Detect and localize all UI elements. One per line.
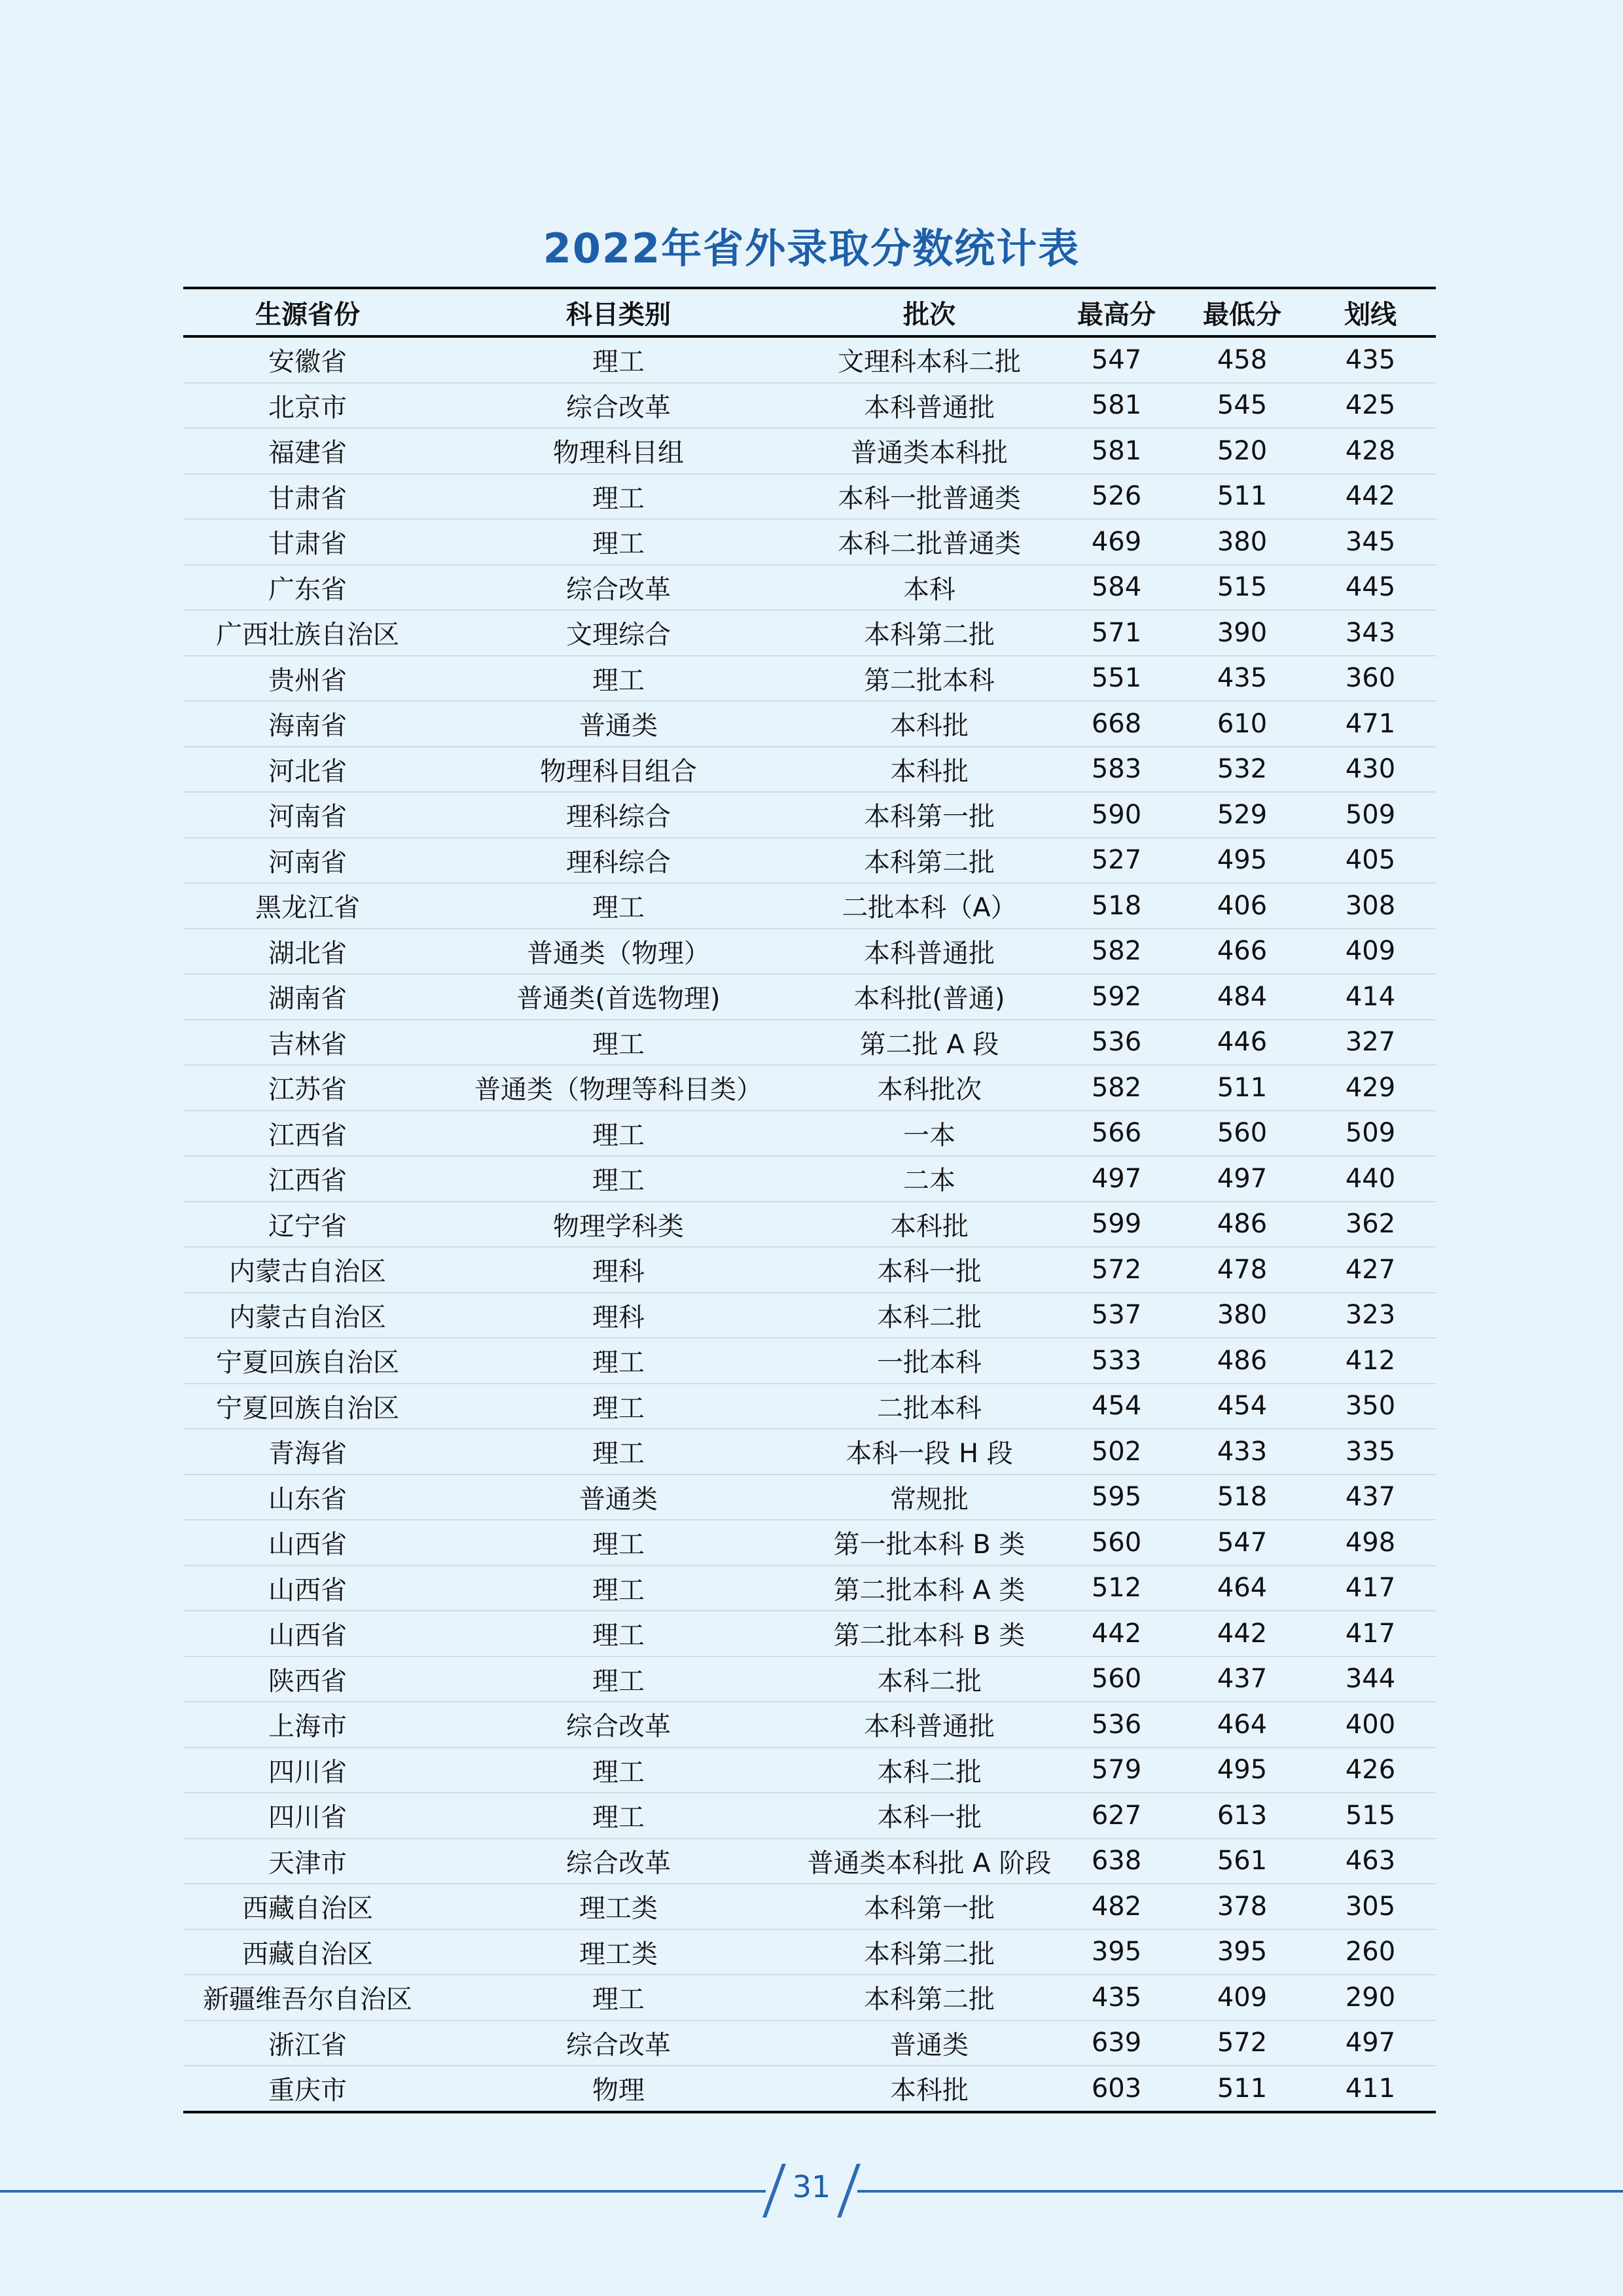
cell-min-score: 495	[1179, 838, 1305, 884]
cell-province: 陕西省	[183, 1657, 432, 1702]
cell-cutoff-line: 429	[1305, 1065, 1436, 1111]
cell-subject: 理工	[432, 1384, 805, 1429]
cell-cutoff-line: 426	[1305, 1748, 1436, 1793]
table-row	[183, 747, 1436, 793]
table-row	[183, 974, 1436, 1020]
cell-min-score: 545	[1179, 383, 1305, 429]
cell-cutoff-line: 498	[1305, 1520, 1436, 1566]
cell-subject: 综合改革	[432, 1839, 805, 1884]
cell-min-score: 380	[1179, 1293, 1305, 1338]
cell-batch: 一批本科	[805, 1338, 1054, 1384]
cell-batch: 本科批(普通)	[805, 974, 1054, 1020]
table-row	[183, 519, 1436, 565]
cell-max-score: 551	[1054, 656, 1179, 702]
cell-min-score: 518	[1179, 1475, 1305, 1520]
cell-cutoff-line: 435	[1305, 336, 1436, 383]
cell-province: 甘肃省	[183, 474, 432, 520]
table-row	[183, 2066, 1436, 2112]
cell-max-score: 638	[1054, 1839, 1179, 1884]
cell-max-score: 560	[1054, 1520, 1179, 1566]
cell-cutoff-line: 360	[1305, 656, 1436, 702]
cell-subject: 理工	[432, 1111, 805, 1157]
header-min-score: 最低分	[1179, 288, 1305, 336]
cell-min-score: 458	[1179, 336, 1305, 383]
cell-province: 贵州省	[183, 656, 432, 702]
cell-max-score: 581	[1054, 428, 1179, 474]
cell-min-score: 486	[1179, 1338, 1305, 1384]
cell-cutoff-line: 497	[1305, 2020, 1436, 2066]
cell-province: 河南省	[183, 792, 432, 838]
cell-min-score: 435	[1179, 656, 1305, 702]
cell-batch: 第二批本科 B 类	[805, 1611, 1054, 1657]
cell-min-score: 511	[1179, 1065, 1305, 1111]
cell-batch: 本科二批	[805, 1293, 1054, 1338]
table-row	[183, 1839, 1436, 1884]
cell-province: 江西省	[183, 1111, 432, 1157]
cell-subject: 综合改革	[432, 383, 805, 429]
table-row	[183, 2020, 1436, 2066]
cell-min-score: 532	[1179, 747, 1305, 793]
cell-subject: 理工类	[432, 1884, 805, 1929]
cell-batch: 一本	[805, 1111, 1054, 1157]
cell-min-score: 547	[1179, 1520, 1305, 1566]
cell-province: 湖北省	[183, 929, 432, 975]
cell-cutoff-line: 417	[1305, 1611, 1436, 1657]
cell-min-score: 529	[1179, 792, 1305, 838]
cell-max-score: 581	[1054, 383, 1179, 429]
cell-batch: 本科批次	[805, 1065, 1054, 1111]
table-row	[183, 383, 1436, 429]
table-row	[183, 1020, 1436, 1066]
cell-max-score: 592	[1054, 974, 1179, 1020]
cell-min-score: 464	[1179, 1702, 1305, 1748]
cell-cutoff-line: 344	[1305, 1657, 1436, 1702]
cell-batch: 本科普通批	[805, 383, 1054, 429]
cell-province: 山西省	[183, 1520, 432, 1566]
table-row	[183, 1293, 1436, 1338]
cell-max-score: 454	[1054, 1384, 1179, 1429]
cell-max-score: 527	[1054, 838, 1179, 884]
table-row	[183, 1520, 1436, 1566]
cell-subject: 理科	[432, 1293, 805, 1338]
cell-cutoff-line: 437	[1305, 1475, 1436, 1520]
cell-min-score: 406	[1179, 883, 1305, 929]
cell-batch: 本科一段 H 段	[805, 1429, 1054, 1475]
cell-min-score: 561	[1179, 1839, 1305, 1884]
cell-min-score: 572	[1179, 2020, 1305, 2066]
cell-subject: 理科综合	[432, 792, 805, 838]
cell-subject: 综合改革	[432, 1702, 805, 1748]
cell-max-score: 547	[1054, 336, 1179, 383]
table-row	[183, 1929, 1436, 1975]
cell-min-score: 520	[1179, 428, 1305, 474]
cell-max-score: 627	[1054, 1793, 1179, 1839]
cell-min-score: 395	[1179, 1929, 1305, 1975]
cell-subject: 物理科目组合	[432, 747, 805, 793]
cell-subject: 理工	[432, 1020, 805, 1066]
cell-cutoff-line: 509	[1305, 1111, 1436, 1157]
cell-batch: 本科第二批	[805, 1975, 1054, 2020]
cell-max-score: 512	[1054, 1566, 1179, 1611]
cell-subject: 文理综合	[432, 610, 805, 656]
cell-batch: 本科	[805, 565, 1054, 611]
cell-cutoff-line: 425	[1305, 383, 1436, 429]
cell-batch: 本科第二批	[805, 1929, 1054, 1975]
cell-cutoff-line: 335	[1305, 1429, 1436, 1475]
cell-cutoff-line: 515	[1305, 1793, 1436, 1839]
cell-max-score: 537	[1054, 1293, 1179, 1338]
cell-cutoff-line: 428	[1305, 428, 1436, 474]
cell-province: 安徽省	[183, 336, 432, 383]
cell-cutoff-line: 362	[1305, 1202, 1436, 1247]
cell-cutoff-line: 412	[1305, 1338, 1436, 1384]
cell-cutoff-line: 345	[1305, 519, 1436, 565]
cell-subject: 理工	[432, 1566, 805, 1611]
table-row	[183, 610, 1436, 656]
cell-max-score: 435	[1054, 1975, 1179, 2020]
table-row	[183, 883, 1436, 929]
table-row	[183, 1702, 1436, 1748]
table-header	[183, 288, 1436, 336]
cell-max-score: 595	[1054, 1475, 1179, 1520]
cell-subject: 综合改革	[432, 565, 805, 611]
cell-batch: 本科一批普通类	[805, 474, 1054, 520]
cell-batch: 第二批本科	[805, 656, 1054, 702]
cell-cutoff-line: 323	[1305, 1293, 1436, 1338]
header-subject: 科目类别	[432, 288, 805, 336]
table-row	[183, 1566, 1436, 1611]
cell-max-score: 469	[1054, 519, 1179, 565]
cell-max-score: 518	[1054, 883, 1179, 929]
cell-cutoff-line: 471	[1305, 701, 1436, 747]
cell-cutoff-line: 414	[1305, 974, 1436, 1020]
cell-max-score: 536	[1054, 1702, 1179, 1748]
page-title: 2022年省外录取分数统计表	[543, 224, 1080, 272]
cell-subject: 普通类(首选物理)	[432, 974, 805, 1020]
page-number-badge	[766, 2160, 857, 2219]
table-row	[183, 1202, 1436, 1247]
cell-max-score: 603	[1054, 2066, 1179, 2112]
cell-subject: 普通类	[432, 1475, 805, 1520]
cell-subject: 理科	[432, 1247, 805, 1293]
table-row	[183, 1975, 1436, 2020]
cell-batch: 第一批本科 B 类	[805, 1520, 1054, 1566]
table-row	[183, 792, 1436, 838]
cell-subject: 物理科目组	[432, 428, 805, 474]
cell-province: 海南省	[183, 701, 432, 747]
cell-min-score: 511	[1179, 474, 1305, 520]
cell-cutoff-line: 463	[1305, 1839, 1436, 1884]
cell-max-score: 482	[1054, 1884, 1179, 1929]
cell-subject: 理工	[432, 1338, 805, 1384]
cell-subject: 综合改革	[432, 2020, 805, 2066]
cell-cutoff-line: 290	[1305, 1975, 1436, 2020]
cell-min-score: 464	[1179, 1566, 1305, 1611]
cell-province: 重庆市	[183, 2066, 432, 2112]
cell-min-score: 409	[1179, 1975, 1305, 2020]
cell-cutoff-line: 411	[1305, 2066, 1436, 2112]
cell-min-score: 515	[1179, 565, 1305, 611]
cell-max-score: 502	[1054, 1429, 1179, 1475]
cell-batch: 二批本科（A）	[805, 883, 1054, 929]
cell-min-score: 378	[1179, 1884, 1305, 1929]
cell-batch: 本科普通批	[805, 1702, 1054, 1748]
cell-min-score: 484	[1179, 974, 1305, 1020]
cell-max-score: 526	[1054, 474, 1179, 520]
cell-province: 西藏自治区	[183, 1884, 432, 1929]
cell-max-score: 579	[1054, 1748, 1179, 1793]
table-row	[183, 474, 1436, 520]
cell-min-score: 390	[1179, 610, 1305, 656]
cell-cutoff-line: 509	[1305, 792, 1436, 838]
cell-province: 广西壮族自治区	[183, 610, 432, 656]
cell-batch: 本科二批	[805, 1748, 1054, 1793]
header-cutoff-line: 划线	[1305, 288, 1436, 336]
cell-cutoff-line: 308	[1305, 883, 1436, 929]
cell-province: 北京市	[183, 383, 432, 429]
cell-subject: 理工	[432, 336, 805, 383]
cell-subject: 理工	[432, 883, 805, 929]
cell-subject: 理工	[432, 474, 805, 520]
cell-cutoff-line: 350	[1305, 1384, 1436, 1429]
cell-max-score: 572	[1054, 1247, 1179, 1293]
cell-min-score: 437	[1179, 1657, 1305, 1702]
cell-subject: 普通类（物理）	[432, 929, 805, 975]
table-row	[183, 1884, 1436, 1929]
table-row	[183, 336, 1436, 383]
cell-batch: 本科一批	[805, 1247, 1054, 1293]
cell-batch: 常规批	[805, 1475, 1054, 1520]
cell-min-score: 486	[1179, 1202, 1305, 1247]
admission-scores-table	[183, 287, 1436, 2113]
table-row	[183, 1247, 1436, 1293]
cell-subject: 理工	[432, 1657, 805, 1702]
table-row	[183, 1611, 1436, 1657]
cell-max-score: 639	[1054, 2020, 1179, 2066]
cell-batch: 第二批本科 A 类	[805, 1566, 1054, 1611]
cell-province: 山西省	[183, 1611, 432, 1657]
cell-min-score: 478	[1179, 1247, 1305, 1293]
cell-subject: 理工	[432, 656, 805, 702]
cell-subject: 理工	[432, 1429, 805, 1475]
table-row	[183, 1793, 1436, 1839]
cell-province: 河北省	[183, 747, 432, 793]
cell-max-score: 599	[1054, 1202, 1179, 1247]
cell-batch: 第二批 A 段	[805, 1020, 1054, 1066]
cell-province: 黑龙江省	[183, 883, 432, 929]
cell-batch: 本科二批	[805, 1657, 1054, 1702]
cell-province: 甘肃省	[183, 519, 432, 565]
page-number: 31	[792, 2169, 831, 2204]
cell-batch: 本科第二批	[805, 610, 1054, 656]
cell-min-score: 495	[1179, 1748, 1305, 1793]
cell-batch: 本科第一批	[805, 792, 1054, 838]
cell-subject: 理科综合	[432, 838, 805, 884]
cell-province: 吉林省	[183, 1020, 432, 1066]
cell-min-score: 613	[1179, 1793, 1305, 1839]
table-row	[183, 1748, 1436, 1793]
table-row	[183, 1156, 1436, 1202]
cell-batch: 本科第二批	[805, 838, 1054, 884]
cell-max-score: 533	[1054, 1338, 1179, 1384]
cell-province: 新疆维吾尔自治区	[183, 1975, 432, 2020]
cell-max-score: 536	[1054, 1020, 1179, 1066]
cell-max-score: 560	[1054, 1657, 1179, 1702]
table-row	[183, 565, 1436, 611]
cell-cutoff-line: 409	[1305, 929, 1436, 975]
table-row	[183, 1111, 1436, 1157]
cell-subject: 理工类	[432, 1929, 805, 1975]
cell-batch: 本科一批	[805, 1793, 1054, 1839]
cell-subject: 理工	[432, 1156, 805, 1202]
cell-batch: 普通类本科批 A 阶段	[805, 1839, 1054, 1884]
cell-batch: 本科批	[805, 2066, 1054, 2112]
cell-max-score: 571	[1054, 610, 1179, 656]
cell-max-score: 668	[1054, 701, 1179, 747]
cell-province: 山东省	[183, 1475, 432, 1520]
cell-cutoff-line: 417	[1305, 1566, 1436, 1611]
cell-subject: 普通类	[432, 701, 805, 747]
cell-batch: 二本	[805, 1156, 1054, 1202]
cell-min-score: 446	[1179, 1020, 1305, 1066]
table-row	[183, 929, 1436, 975]
cell-subject: 普通类（物理等科目类）	[432, 1065, 805, 1111]
cell-province: 湖南省	[183, 974, 432, 1020]
cell-province: 江苏省	[183, 1065, 432, 1111]
cell-batch: 文理科本科二批	[805, 336, 1054, 383]
cell-subject: 物理	[432, 2066, 805, 2112]
cell-batch: 本科第一批	[805, 1884, 1054, 1929]
cell-max-score: 497	[1054, 1156, 1179, 1202]
header-row	[183, 288, 1436, 336]
cell-max-score: 582	[1054, 929, 1179, 975]
cell-province: 青海省	[183, 1429, 432, 1475]
cell-max-score: 582	[1054, 1065, 1179, 1111]
cell-province: 内蒙古自治区	[183, 1247, 432, 1293]
cell-province: 西藏自治区	[183, 1929, 432, 1975]
cell-max-score: 442	[1054, 1611, 1179, 1657]
cell-subject: 理工	[432, 1793, 805, 1839]
cell-cutoff-line: 260	[1305, 1929, 1436, 1975]
cell-min-score: 433	[1179, 1429, 1305, 1475]
cell-province: 上海市	[183, 1702, 432, 1748]
cell-cutoff-line: 400	[1305, 1702, 1436, 1748]
cell-batch: 本科二批普通类	[805, 519, 1054, 565]
cell-min-score: 380	[1179, 519, 1305, 565]
cell-province: 内蒙古自治区	[183, 1293, 432, 1338]
cell-min-score: 511	[1179, 2066, 1305, 2112]
header-max-score: 最高分	[1054, 288, 1179, 336]
cell-province: 天津市	[183, 1839, 432, 1884]
table-row	[183, 428, 1436, 474]
cell-batch: 本科普通批	[805, 929, 1054, 975]
cell-min-score: 560	[1179, 1111, 1305, 1157]
cell-max-score: 395	[1054, 1929, 1179, 1975]
cell-batch: 普通类	[805, 2020, 1054, 2066]
table-row	[183, 1657, 1436, 1702]
cell-subject: 理工	[432, 1611, 805, 1657]
cell-max-score: 590	[1054, 792, 1179, 838]
cell-province: 福建省	[183, 428, 432, 474]
cell-max-score: 583	[1054, 747, 1179, 793]
header-batch: 批次	[805, 288, 1054, 336]
table-row	[183, 1429, 1436, 1475]
cell-min-score: 442	[1179, 1611, 1305, 1657]
cell-subject: 物理学科类	[432, 1202, 805, 1247]
cell-cutoff-line: 343	[1305, 610, 1436, 656]
cell-cutoff-line: 305	[1305, 1884, 1436, 1929]
cell-province: 河南省	[183, 838, 432, 884]
table-row	[183, 1475, 1436, 1520]
cell-province: 宁夏回族自治区	[183, 1338, 432, 1384]
cell-province: 四川省	[183, 1748, 432, 1793]
table-row	[183, 1338, 1436, 1384]
cell-batch: 普通类本科批	[805, 428, 1054, 474]
table-row	[183, 701, 1436, 747]
table-row	[183, 1065, 1436, 1111]
cell-batch: 二批本科	[805, 1384, 1054, 1429]
cell-province: 辽宁省	[183, 1202, 432, 1247]
cell-province: 四川省	[183, 1793, 432, 1839]
cell-cutoff-line: 430	[1305, 747, 1436, 793]
cell-max-score: 584	[1054, 565, 1179, 611]
cell-max-score: 566	[1054, 1111, 1179, 1157]
table-body	[183, 336, 1436, 2112]
cell-province: 浙江省	[183, 2020, 432, 2066]
header-province: 生源省份	[183, 288, 432, 336]
table-row	[183, 656, 1436, 702]
cell-min-score: 610	[1179, 701, 1305, 747]
cell-subject: 理工	[432, 1748, 805, 1793]
cell-batch: 本科批	[805, 701, 1054, 747]
cell-cutoff-line: 327	[1305, 1020, 1436, 1066]
cell-province: 江西省	[183, 1156, 432, 1202]
table-row	[183, 838, 1436, 884]
cell-cutoff-line: 427	[1305, 1247, 1436, 1293]
cell-cutoff-line: 440	[1305, 1156, 1436, 1202]
cell-province: 广东省	[183, 565, 432, 611]
cell-min-score: 454	[1179, 1384, 1305, 1429]
cell-cutoff-line: 442	[1305, 474, 1436, 520]
cell-subject: 理工	[432, 1520, 805, 1566]
table-row	[183, 1384, 1436, 1429]
cell-min-score: 466	[1179, 929, 1305, 975]
cell-province: 山西省	[183, 1566, 432, 1611]
cell-batch: 本科批	[805, 1202, 1054, 1247]
cell-min-score: 497	[1179, 1156, 1305, 1202]
cell-cutoff-line: 445	[1305, 565, 1436, 611]
cell-subject: 理工	[432, 1975, 805, 2020]
cell-cutoff-line: 405	[1305, 838, 1436, 884]
cell-subject: 理工	[432, 519, 805, 565]
cell-province: 宁夏回族自治区	[183, 1384, 432, 1429]
cell-batch: 本科批	[805, 747, 1054, 793]
